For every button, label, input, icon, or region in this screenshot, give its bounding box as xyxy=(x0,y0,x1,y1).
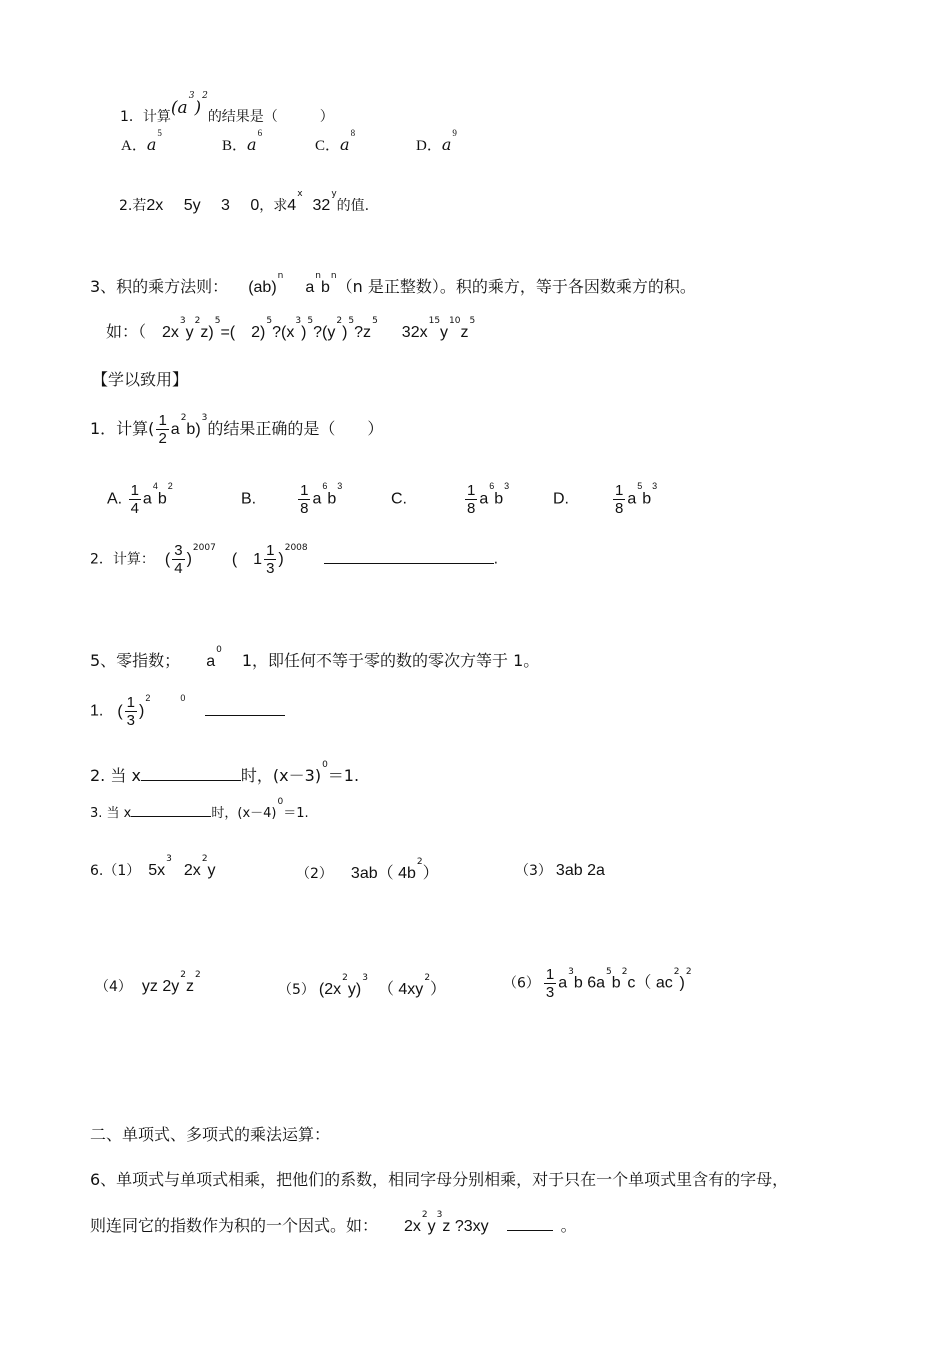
apply-1-fraction: $\frac{1}{2}$ xyxy=(158,412,167,447)
p6-item-3: （3） 3ab 2a xyxy=(515,862,605,879)
apply-2-answer-blank xyxy=(324,562,494,564)
rule-6-line-1: 6、单项式与单项式相乘，把他们的系数，相同字母分别相乘，对于只在一个单项式里含有的字母， xyxy=(90,1170,789,1189)
p6-item-2: （2） 3ab（ $4b^2$） xyxy=(296,857,439,882)
apply-1-option-b: B. $\frac{1}{8}$ $a^6b^3$ xyxy=(241,481,343,517)
question-1-line xyxy=(120,91,334,126)
apply-1-option-c: C. $\frac{1}{8}$ $a^6b^3$ xyxy=(391,481,510,517)
rule-3-line: 3、积的乘方法则： $(ab)^na^nb^n(n$ 是正整数）。积的乘方，等于各因数乘方的积。 xyxy=(90,270,696,296)
rule-5-line: 5、零指数； $a^01$，即任何不等于零的数的零次方等于 1。 xyxy=(90,644,540,670)
zero-2-line: 2. 当 x 时，$(x-3)^0=1$. xyxy=(90,759,360,785)
q1-option-c: C．$a^8$ xyxy=(315,128,356,154)
question-2-line: 2.若2x 5y 3 0，求4$^x$32$^y$的值. xyxy=(119,189,370,214)
q1-prefix: 1．计算 xyxy=(120,109,171,125)
q1-option-a: A．$a^5$ xyxy=(121,128,162,154)
rule-6-answer-blank xyxy=(507,1229,553,1231)
q1-option-d: D．$a^9$ xyxy=(416,128,457,154)
rule-6-line-2: 则连同它的指数作为积的一个因式。如： $2x^2y^3z$ ?3xy 。 xyxy=(90,1209,577,1235)
p6-item-6: （6） $\frac{1}{3}$ $a^3b$ $6a^5b^2c$（ $ac^2)^2$ xyxy=(503,966,692,1001)
p6-item-4: （4） yz $2y^2z^2$ xyxy=(95,970,201,995)
apply-1-line: 1．计算( $\frac{1}{2}$ $a^2b)^3$的结果正确的是（ ） xyxy=(90,412,384,447)
q1-suffix: 的结果是（ ） xyxy=(207,109,334,125)
section-2-heading: 二、单项式、多项式的乘法运算： xyxy=(90,1125,331,1144)
section-apply-heading: 【学以致用】 xyxy=(92,370,189,389)
apply-1-option-d: D. $\frac{1}{8}$ $a^5b^3$ xyxy=(553,481,658,517)
apply-1-option-a: A. $\frac{1}{4}$ $a^4b^2$ xyxy=(107,481,173,517)
zero-1-line: 1. ( $\frac{1}{3}$ )$^2$ $^0$ xyxy=(90,694,285,729)
zero-1-answer-blank xyxy=(205,714,285,716)
p6-item-1: 6.（1） $5x^32x^2y$ xyxy=(90,854,216,879)
zero-3-answer-blank xyxy=(131,815,211,817)
q1-expression: $(a^3)^2$ xyxy=(170,91,208,118)
zero-3-line: 3. 当 x 时，$(x-4)^0=1$. xyxy=(90,796,309,821)
rule-3-example: 如：（ $2x^3y^2z)^5=$( $2)^5?(x^3)^5?(y^2)^5?z^532x^{15}y^{10}z^5$ xyxy=(106,315,476,341)
p6-item-5: （5） $(2x^2y)^3$（ $4xy^2$） xyxy=(278,973,447,998)
q1-option-b: B．$a^6$ xyxy=(222,128,263,154)
apply-2-line: 2．计算： ( $\frac{3}{4}$ )$^{2007}$( 1 $\frac{1}{3}$ )$^{2008}$. xyxy=(90,542,499,577)
zero-2-answer-blank xyxy=(141,779,241,781)
